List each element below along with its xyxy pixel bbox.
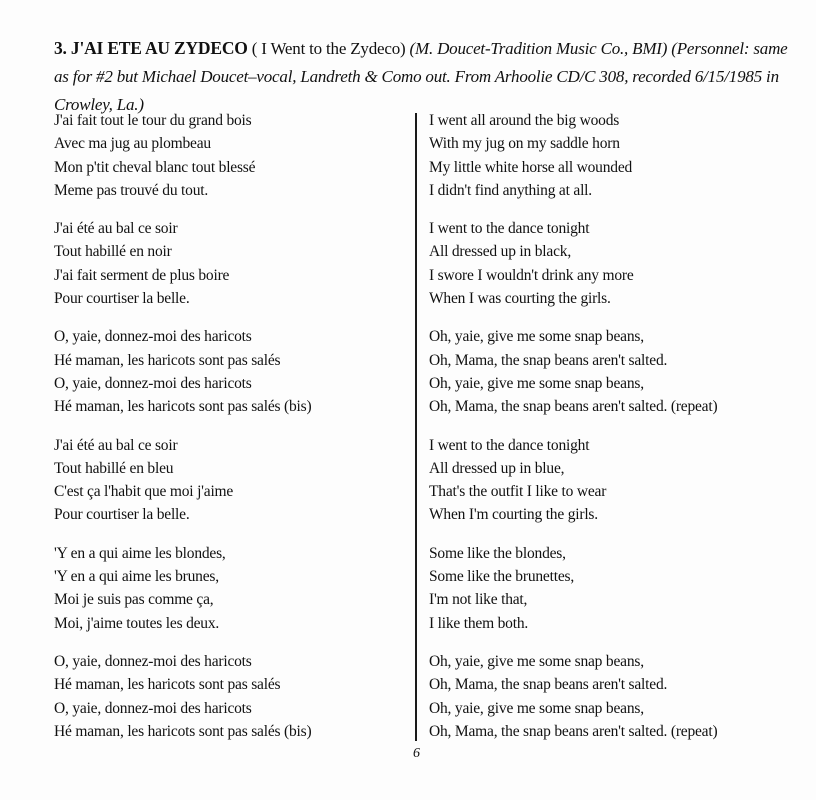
lyric-line: J'ai été au bal ce soir [54,436,178,454]
french-stanza [54,542,399,635]
lyric-line: Hé maman, les haricots sont pas salés [54,351,281,369]
lyric-line: Moi, j'aime toutes les deux. [54,614,220,632]
english-stanza [429,542,789,635]
song-credits: (M. Doucet-Tradition Music Co., BMI) (Personnel: same as for #2 but Michael Doucet–vocal, Landreth & Como out. From Arhoolie CD/C 308, recorded 6/15/1985 in Crowley, La.) [54,39,788,114]
lyric-line: Oh, Mama, the snap beans aren't salted. (repeat) [429,722,718,740]
french-stanza [54,325,399,418]
lyric-line: Oh, Mama, the snap beans aren't salted. [429,351,668,369]
lyric-line: J'ai fait serment de plus boire [54,266,230,284]
song-header [54,34,794,119]
lyric-line: I went to the dance tonight [429,436,590,454]
lyric-line: Oh, yaie, give me some snap beans, [429,699,644,717]
lyric-line: J'ai été au bal ce soir [54,220,178,238]
english-stanza [429,650,789,743]
french-lyrics-column [54,109,399,758]
lyric-line: Hé maman, les haricots sont pas salés (bis) [54,398,312,416]
lyric-line: I went all around the big woods [429,112,620,129]
lyric-line: Hé maman, les haricots sont pas salés [54,676,281,694]
french-stanza [54,434,399,527]
lyric-line: J'ai fait tout le tour du grand bois [54,112,252,129]
english-stanza [429,217,789,310]
lyric-line: O, yaie, donnez-moi des haricots [54,328,252,346]
french-stanza [54,217,399,310]
lyric-line: I swore I wouldn't drink any more [429,266,634,284]
lyric-line: O, yaie, donnez-moi des haricots [54,652,252,670]
song-title: 3. J'AI ETE AU ZYDECO [54,38,248,58]
english-stanza [429,325,789,418]
page-number: 6 [413,746,420,761]
english-stanza [429,109,789,202]
lyric-line: C'est ça l'habit que moi j'aime [54,483,234,501]
lyric-line: I like them both. [429,614,529,632]
lyric-line: Oh, yaie, give me some snap beans, [429,652,644,670]
lyric-line: Tout habillé en bleu [54,459,174,477]
lyric-line: My little white horse all wounded [429,158,633,176]
song-subtitle: ( I Went to the Zydeco) [247,39,410,58]
lyric-line: 'Y en a qui aime les brunes, [54,568,219,586]
lyric-line: Oh, Mama, the snap beans aren't salted. (repeat) [429,398,718,416]
lyric-line: I didn't find anything at all. [429,181,592,199]
lyric-line: 'Y en a qui aime les blondes, [54,544,226,562]
french-stanza [54,109,399,202]
lyric-line: That's the outfit I like to wear [429,483,607,501]
lyric-line: All dressed up in blue, [429,459,565,477]
lyric-line: Tout habillé en noir [54,243,172,261]
lyric-line: Oh, yaie, give me some snap beans, [429,374,644,392]
lyric-line: With my jug on my saddle horn [429,135,620,153]
lyric-line: Some like the blondes, [429,544,566,562]
lyric-line: When I was courting the girls. [429,290,611,308]
lyric-line: I went to the dance tonight [429,220,590,238]
english-stanza [429,434,789,527]
lyric-line: Pour courtiser la belle. [54,290,190,308]
lyric-line: Some like the brunettes, [429,568,575,586]
english-lyrics-column [429,109,789,758]
lyric-line: Oh, yaie, give me some snap beans, [429,328,644,346]
lyric-line: Mon p'tit cheval blanc tout blessé [54,158,256,176]
column-divider [415,113,417,741]
lyric-line: O, yaie, donnez-moi des haricots [54,374,252,392]
lyric-line: When I'm courting the girls. [429,506,598,524]
lyric-line: Moi je suis pas comme ça, [54,591,214,609]
lyric-line: I'm not like that, [429,591,528,609]
lyric-line: O, yaie, donnez-moi des haricots [54,699,252,717]
lyric-line: Avec ma jug au plombeau [54,135,211,153]
french-stanza [54,650,399,743]
lyric-line: Meme pas trouvé du tout. [54,181,209,199]
lyric-line: Oh, Mama, the snap beans aren't salted. [429,676,668,694]
lyric-line: Hé maman, les haricots sont pas salés (bis) [54,722,312,740]
lyric-line: All dressed up in black, [429,243,571,261]
lyric-line: Pour courtiser la belle. [54,506,190,524]
